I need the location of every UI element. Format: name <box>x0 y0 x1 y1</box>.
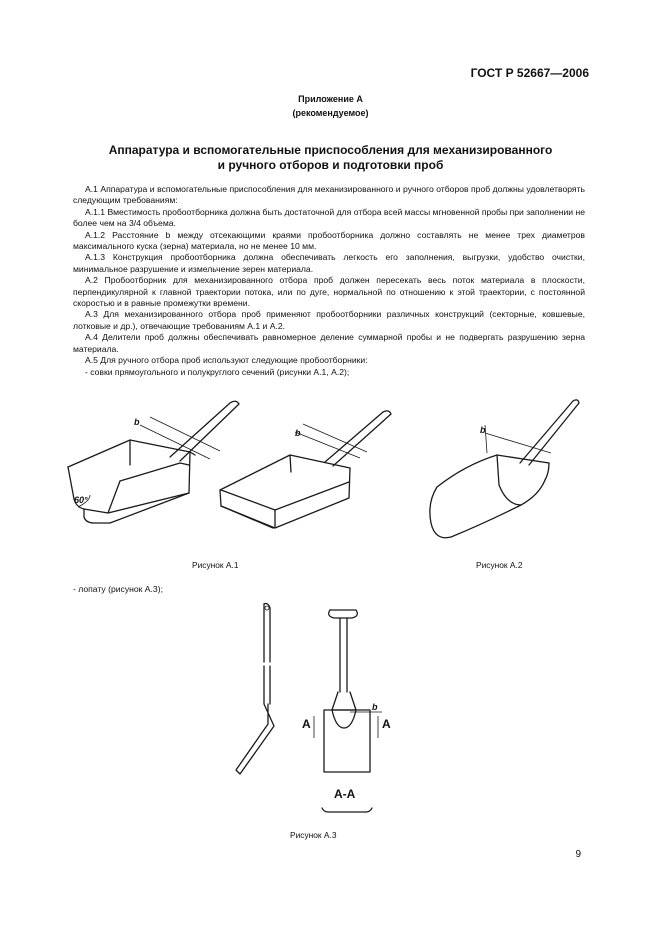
figure-a3-shovel-front <box>290 600 400 780</box>
figure-a2-scoop-semicircular <box>425 395 585 545</box>
figure-a1-scoop-rectangular <box>215 410 405 540</box>
label-angle: 60° <box>74 495 88 505</box>
appendix-title: Приложение А <box>298 94 363 104</box>
paragraph-a1-3: А.1.3 Конструкция пробоотборника должна обеспечивать легкость его заполнения, выгрузки, удобство очистки, минимальное разрушение и измельчение зерен материала. <box>73 252 585 274</box>
figure-a2-caption: Рисунок А.2 <box>476 560 523 570</box>
section-title-line-2: и ручного отборов и подготовки проб <box>217 158 444 172</box>
section-mark-left: А <box>302 717 311 731</box>
figure-a3-section <box>318 784 378 824</box>
list-item-shovel: - лопату (рисунок А.3); <box>73 584 163 594</box>
paragraph-a4: А.4 Делители проб должны обеспечивать равномерное деление суммарной пробы и не подвергать разрушению зерна материала. <box>73 332 585 354</box>
paragraph-a2: А.2 Пробоотборник для механизированного отбора проб должен пересекать весь поток материала в плоскости, перпендикулярной к главной траектории потока, или по дуге, нормальной по отношению к этой траектории, с постоянной скоростью и в равные промежутки времени. <box>73 275 585 309</box>
standard-number: ГОСТ Р 52667—2006 <box>470 66 589 80</box>
paragraph-a1-2: А.1.2 Расстояние b между отсекающими краями пробоотборника должно составлять не менее трех диаметров максимального куска (зерна) материала, но не менее 10 мм. <box>73 229 585 252</box>
paragraph-a1: А.1 Аппаратура и вспомогательные приспособления для механизированного и ручного отборов проб должны удовлетворять следующим требованиям: <box>73 184 585 206</box>
label-b-2: b <box>295 428 301 438</box>
page-number: 9 <box>575 849 581 860</box>
section-mark-right: А <box>382 717 391 731</box>
label-b-3: b <box>480 425 486 435</box>
figure-a3-shovel-side <box>230 600 290 780</box>
paragraph-a5: А.5 Для ручного отбора проб используют следующие пробоотборники: <box>85 355 368 366</box>
paragraph-a3: А.3 Для механизированного отбора проб применяют пробоотборники различных конструкций (секторные, ковшевые, лотковые и др.), отвечающие требованиям А.1 и А.2. <box>73 309 585 331</box>
figure-a3-caption: Рисунок А.3 <box>290 830 337 840</box>
label-b: b <box>134 417 140 427</box>
appendix-status: (рекомендуемое) <box>292 108 369 118</box>
body-text <box>73 184 585 378</box>
figure-a1-caption: Рисунок А.1 <box>192 560 239 570</box>
paragraph-a1-1: А.1.1 Вместимость пробоотборника должна быть достаточной для отбора всей массы мгновенной пробы при заполнении не более чем на 3/4 объема. <box>73 206 585 229</box>
list-item-scoops: - совки прямоугольного и полукруглого сечений (рисунки А.1, А.2); <box>85 366 350 377</box>
section-title-line-1: Аппаратура и вспомогательные приспособления для механизированного <box>108 143 553 157</box>
section-name: А-А <box>334 787 356 801</box>
label-b-4: b <box>372 702 378 712</box>
